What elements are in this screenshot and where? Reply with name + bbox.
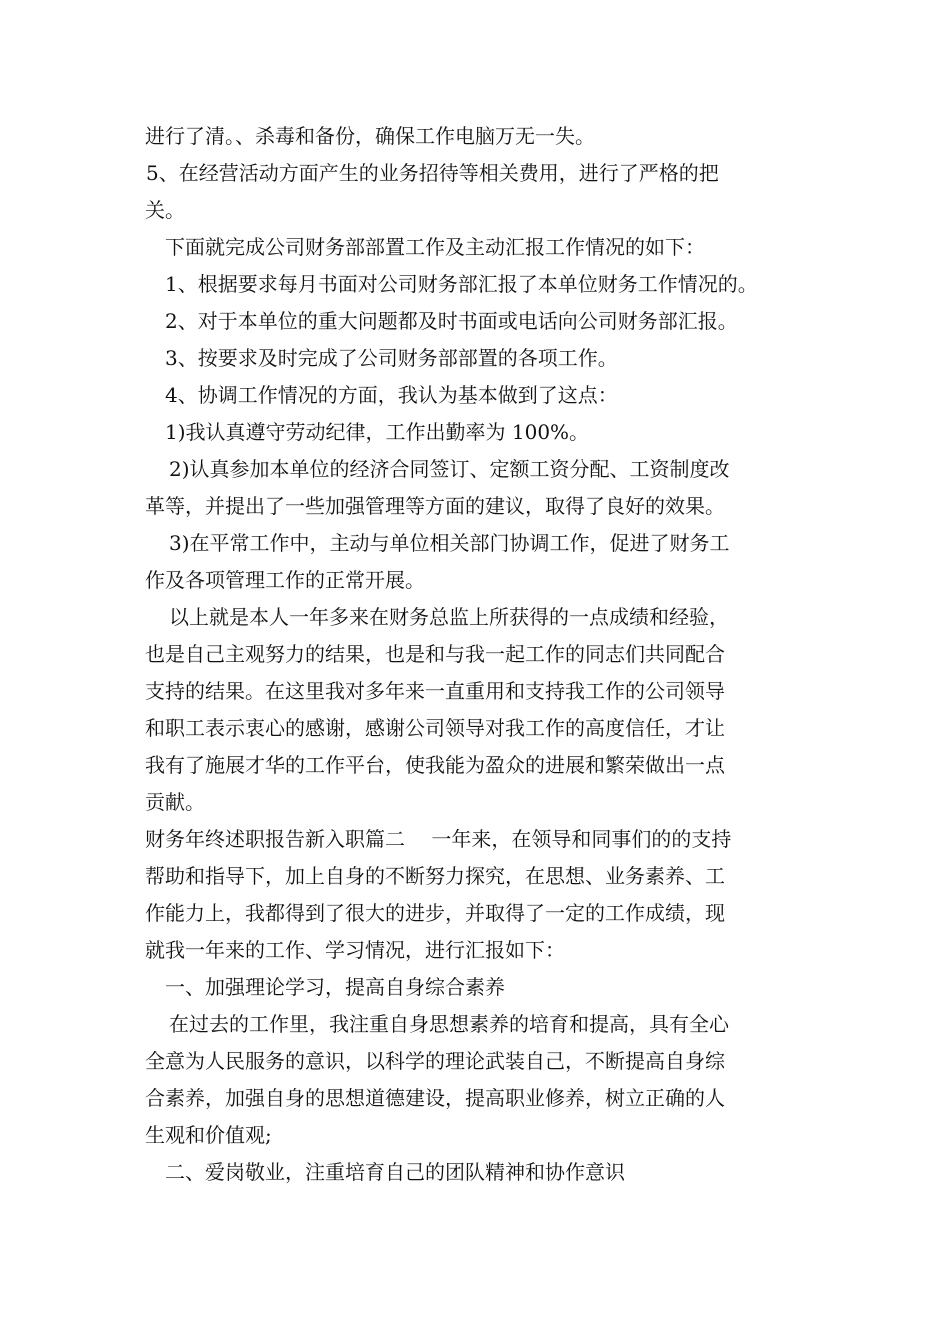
text-line: 下面就完成公司财务部部置工作及主动汇报工作情况的如下： — [165, 235, 705, 259]
text-line: 1)我认真遵守劳动纪律，工作出勤率为 100%。 — [165, 420, 590, 444]
text-line: 帮助和指导下，加上自身的不断努力探究，在思想、业务素养、工 — [145, 864, 725, 888]
text-line: 合素养，加强自身的思想道德建设，提高职业修养，树立正确的人 — [145, 1086, 725, 1110]
text-line: 革等，并提出了一些加强管理等方面的建议，取得了良好的效果。 — [145, 494, 725, 518]
text-line: 全意为人民服务的意识，以科学的理论武装自己，不断提高自身综 — [145, 1049, 725, 1073]
text-line: 我有了施展才华的工作平台，使我能为盈众的进展和繁荣做出一点 — [145, 753, 725, 777]
text-line: 贡献。 — [145, 790, 205, 814]
document-body — [145, 118, 835, 1191]
text-line: 也是自己主观努力的结果，也是和与我一起工作的同志们共同配合 — [145, 642, 725, 666]
text-line: 进行了清。、杀毒和备份，确保工作电脑万无一失。 — [145, 124, 595, 148]
text-line: 2、对于本单位的重大问题都及时书面或电话向公司财务部汇报。 — [165, 309, 738, 333]
text-line: 3)在平常工作中，主动与单位相关部门协调工作，促进了财务工 — [169, 531, 730, 555]
text-line: 作及各项管理工作的正常开展。 — [145, 568, 425, 592]
text-line: 生观和价值观; — [145, 1123, 272, 1147]
text-line: 以上就是本人一年多来在财务总监上所获得的一点成绩和经验， — [169, 605, 729, 629]
text-line: 和职工表示衷心的感谢，感谢公司领导对我工作的高度信任，才让 — [145, 716, 725, 740]
text-line: 作能力上，我都得到了很大的进步，并取得了一定的工作成绩，现 — [145, 901, 725, 925]
text-line: 2)认真参加本单位的经济合同签订、定额工资分配、工资制度改 — [169, 457, 730, 481]
text-line: 4、协调工作情况的方面，我认为基本做到了这点： — [165, 383, 618, 407]
text-line: 5、在经营活动方面产生的业务招待等相关费用，进行了严格的把 — [146, 161, 719, 185]
text-line: 二、爱岗敬业，注重培育自己的团队精神和协作意识 — [165, 1160, 625, 1184]
text-line: 1、根据要求每月书面对公司财务部汇报了本单位财务工作情况的。 — [165, 272, 758, 296]
text-line: 财务年终述职报告新入职篇二 一年来，在领导和同事们的的支持 — [145, 827, 732, 851]
text-line: 支持的结果。在这里我对多年来一直重用和支持我工作的公司领导 — [145, 679, 725, 703]
text-line: 一、加强理论学习，提高自身综合素养 — [165, 975, 505, 999]
text-line: 3、按要求及时完成了公司财务部部置的各项工作。 — [165, 346, 618, 370]
text-line: 在过去的工作里，我注重自身思想素养的培育和提高，具有全心 — [169, 1012, 729, 1036]
text-line: 关。 — [145, 198, 185, 222]
text-line: 就我一年来的工作、学习情况，进行汇报如下： — [145, 938, 565, 962]
